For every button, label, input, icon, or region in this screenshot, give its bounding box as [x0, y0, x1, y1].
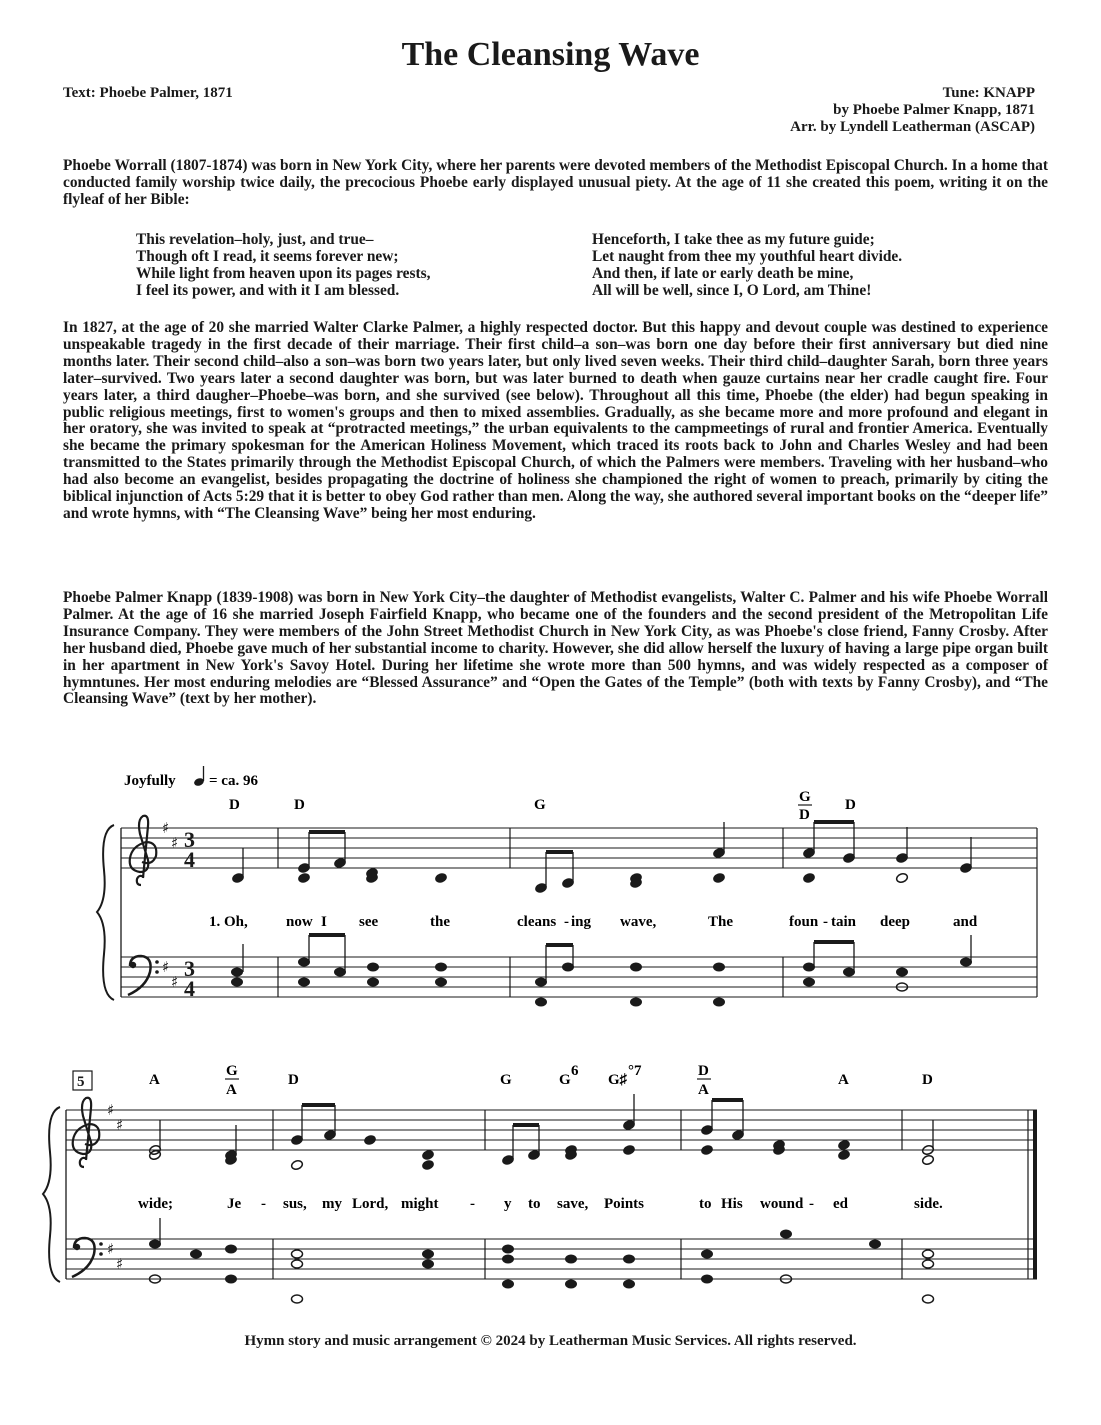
lyric-syllable: -: [564, 914, 569, 930]
chord-symbol: D: [294, 797, 305, 813]
svg-text:4: 4: [184, 847, 195, 872]
bass-clef-icon: [72, 1238, 103, 1277]
hymn-title: The Cleansing Wave: [401, 36, 700, 73]
svg-text:♯: ♯: [171, 834, 179, 852]
lyric-syllable: The: [708, 914, 734, 930]
lyric-syllable: might: [401, 1196, 439, 1212]
chord-symbol: G: [226, 1063, 238, 1079]
text-credit: Text: Phoebe Palmer, 1871: [63, 85, 233, 101]
treble-clef-icon: [130, 816, 157, 885]
poem-line: Though oft I read, it seems forever new;: [136, 248, 399, 265]
lyric-syllable: Je: [227, 1196, 242, 1212]
poem-line: Let naught from thee my youthful heart divide.: [592, 248, 903, 265]
tempo-word: Joyfully: [124, 773, 176, 789]
lyric-syllable: and: [953, 914, 978, 930]
story-paragraph-3: Phoebe Palmer Knapp (1839-1908) was born in New York City–the daughter of Methodist evangelists, Walter C. Palmer and his wife Phoebe Worrall Palmer. At the age of 16 she married Joseph Fairfield Knapp, who became one of the founders and the second president of the Metropolitan Life Insurance Company. They were members of the John Street Methodist Church in New York City, as was Phoebe's close friend, Fanny Crosby. After her husband died, Phoebe gave much of her substantial income to charity. However, she did allow herself the luxury of having a large pipe organ built in her apartment in New York's Savoy Hotel. During her lifetime she wrote more than 500 hymns, and was widely respected as a composer of hymntunes. Her most enduring melodies are “Blessed Assurance” and “Open the Gates of the Temple” (both with texts by Fanny Crosby), and “The Cleansing Wave” (text by her mother).: [63, 589, 1048, 708]
chord-symbol: A: [149, 1072, 160, 1088]
svg-text:3: 3: [184, 956, 195, 981]
svg-text:♯: ♯: [162, 958, 170, 976]
system-2: [43, 1063, 1037, 1303]
lyric-syllable: my: [322, 1196, 342, 1212]
lyric-syllable: -: [823, 914, 828, 930]
measure-number: 5: [77, 1074, 85, 1090]
lyric-syllable: Points: [604, 1196, 645, 1212]
lyric-syllable: to: [528, 1196, 541, 1212]
lyric-syllable: now: [286, 914, 313, 930]
svg-text:♯: ♯: [162, 819, 170, 837]
lyric-syllable: -: [261, 1196, 266, 1212]
poem-line: Henceforth, I take thee as my future guide;: [592, 231, 875, 248]
lyric-syllable: -: [809, 1196, 814, 1212]
poem-line: All will be well, since I, O Lord, am Thine!: [592, 282, 872, 299]
lyric-syllable: see: [359, 914, 379, 930]
lyric-syllable: tain: [831, 914, 857, 930]
lyric-syllable: to: [699, 1196, 712, 1212]
quarter-note-icon: [193, 766, 205, 787]
copyright-footer: Hymn story and music arrangement © 2024 by Leatherman Music Services. All rights reserved.: [244, 1333, 857, 1349]
chord-symbol: G♯: [608, 1072, 628, 1088]
grand-staff-brace: [43, 1107, 60, 1282]
lyric-syllable: y: [504, 1196, 512, 1212]
chord-symbol: G: [559, 1072, 571, 1088]
bass-staff: [66, 1239, 1037, 1279]
chord-symbol: 6: [571, 1063, 579, 1079]
chord-symbol: D: [799, 807, 810, 823]
svg-text:3: 3: [184, 827, 195, 852]
lyric-syllable: the: [430, 914, 450, 930]
lyric-syllable: save,: [557, 1196, 589, 1212]
tune-name: Tune: KNAPP: [942, 85, 1035, 101]
chord-symbol: G: [500, 1072, 512, 1088]
chord-symbol: D: [229, 797, 240, 813]
barlines: [273, 1110, 1035, 1279]
key-signature-icon: [107, 1101, 123, 1273]
lyric-syllable: ing: [571, 914, 592, 930]
bass-notes: [232, 935, 972, 1006]
chord-symbol: A: [226, 1082, 237, 1098]
lyric-syllable: wave,: [620, 914, 657, 930]
lyric-syllable: wound: [760, 1196, 804, 1212]
lyric-syllable: 1. Oh,: [209, 914, 248, 930]
svg-text:♯: ♯: [171, 973, 179, 991]
chord-symbol: D: [845, 797, 856, 813]
chord-symbol: D: [922, 1072, 933, 1088]
barlines: [278, 828, 1037, 997]
chord-symbol: G: [799, 789, 811, 805]
svg-text:♯: ♯: [116, 1255, 124, 1273]
svg-text:♯: ♯: [107, 1240, 115, 1258]
chord-symbol: °7: [628, 1063, 642, 1079]
lyric-syllable: side.: [914, 1196, 943, 1212]
chord-symbol: D: [288, 1072, 299, 1088]
lyric-syllable: Lord,: [352, 1196, 389, 1212]
poem-line: I feel its power, and with it I am blessed.: [136, 282, 400, 299]
story-paragraph-1: Phoebe Worrall (1807-1874) was born in New York City, where her parents were devoted members of the Methodist Episcopal Church. In a home that conducted family worship twice daily, the precocious Phoebe early displayed unusual piety. At the age of 11 she created this poem, writing it on the flyleaf of her Bible:: [63, 157, 1048, 208]
tempo-value: = ca. 96: [209, 773, 258, 789]
lyric-syllable: His: [721, 1196, 743, 1212]
grand-staff-brace: [97, 825, 114, 1000]
tune-arranger: Arr. by Lyndell Leatherman (ASCAP): [790, 119, 1035, 135]
system-1: [97, 789, 1037, 1006]
time-signature: [184, 827, 195, 1001]
bass-notes: [150, 1218, 934, 1303]
tune-composer: by Phoebe Palmer Knapp, 1871: [833, 102, 1035, 118]
treble-staff: [66, 1110, 1037, 1150]
svg-text:♯: ♯: [107, 1101, 115, 1119]
svg-text:♯: ♯: [116, 1116, 124, 1134]
treble-notes: [148, 1094, 934, 1171]
lyric-syllable: foun: [789, 914, 819, 930]
lyric-syllable: wide;: [138, 1196, 173, 1212]
lyric-syllable: sus,: [283, 1196, 307, 1212]
story-paragraph-2: In 1827, at the age of 20 she married Walter Clarke Palmer, a highly respected doctor. But this happy and devout couple was destined to experience unspeakable tragedy in the first decade of their marriage. Their first child–a son–was born one day before their first anniversary but died nine months later. Their second child–also a son–was born two years later, but only lived seven weeks. Their third child–daughter Sarah, born three years later–survived. Two years later a second daughter was born, but was later burned to death when gauze curtains near her cradle caught fire. Four years later, a third daugher–Phoebe–was born, and she survived (see below). Throughout all this time, Phoebe (the elder) had begun speaking in public religious meetings, first to women's groups and then to mixed assemblies. Gradually, as she became more and more profound and elegant in her oratory, she was invited to speak at “protracted meetings,” the urban equivalents to the campmeetings of rural and frontier America. Eventually she became the primary spokesman for the American Holiness Movement, which traced its roots back to John and Charles Wesley and had been transmitted to the States primarily through the Methodist Episcopal Church, of which the Palmers were members. Traveling with her husband–who had also become an evangelist, besides propagating the doctrine of holiness she championed the right of women to preach, primarily by citing the biblical injunction of Acts 5:29 that it is better to obey God rather than men. Along the way, she authored several important books on the “deeper life” and wrote hymns, with “The Cleansing Wave” being her most enduring.: [63, 319, 1048, 522]
lyric-syllable: -: [470, 1196, 475, 1212]
key-signature-icon: [162, 819, 178, 991]
poem-line: This revelation–holy, just, and true–: [136, 231, 374, 248]
lyric-syllable: deep: [880, 914, 910, 930]
poem-line: And then, if late or early death be mine,: [592, 265, 854, 282]
svg-text:4: 4: [184, 976, 195, 1001]
lyric-syllable: ed: [833, 1196, 848, 1212]
chord-symbol: A: [838, 1072, 849, 1088]
chord-symbol: G: [534, 797, 546, 813]
chord-symbol: D: [698, 1063, 709, 1079]
poem-line: While light from heaven upon its pages rests,: [136, 265, 431, 282]
treble-clef-icon: [73, 1098, 100, 1167]
bass-clef-icon: [128, 956, 159, 995]
chord-symbol: A: [698, 1082, 709, 1098]
lyric-syllable: I: [321, 914, 327, 930]
lyric-syllable: cleans: [517, 914, 557, 930]
